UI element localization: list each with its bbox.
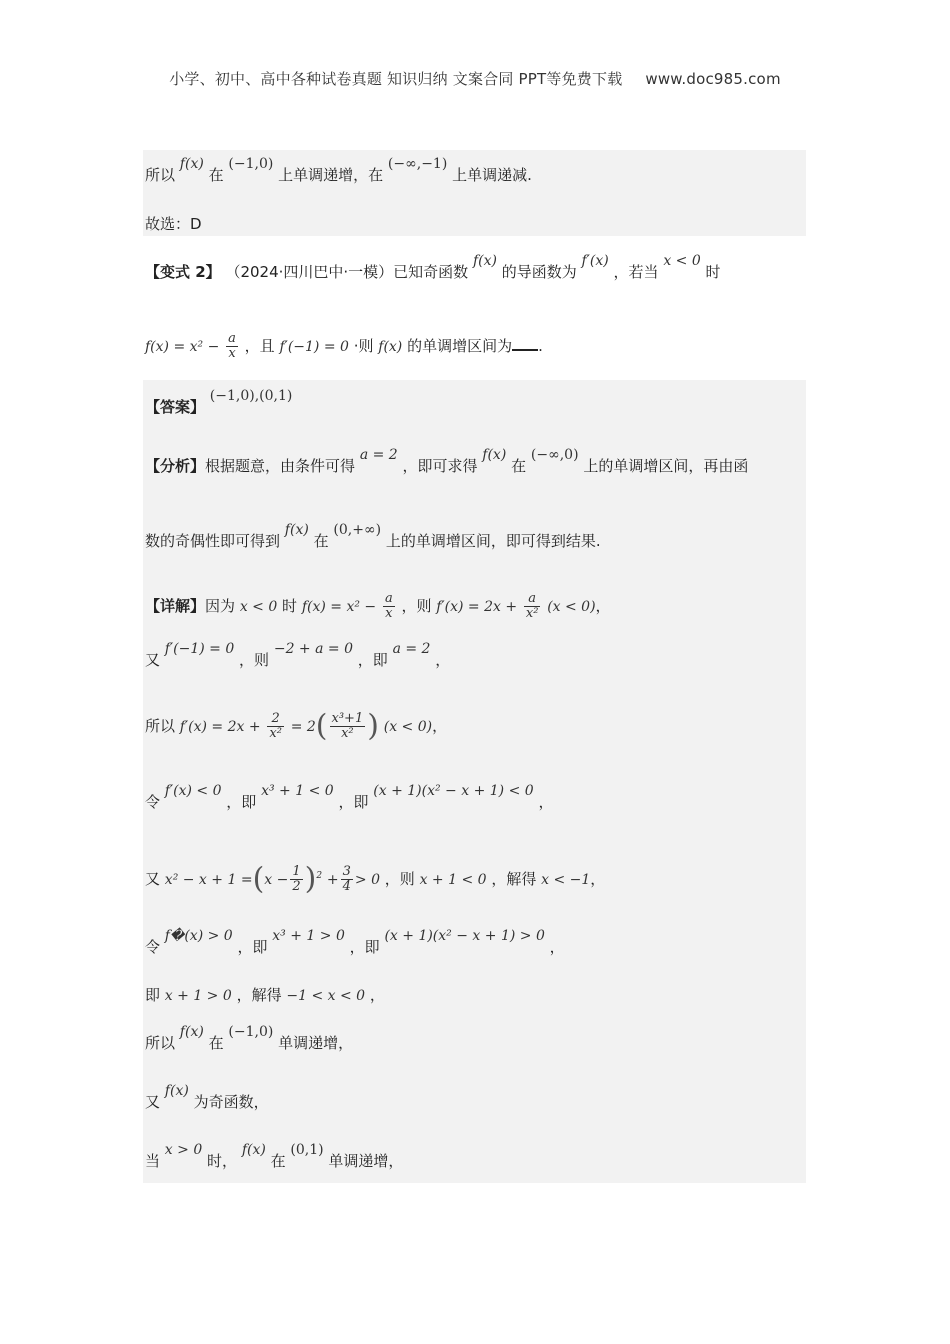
detail-line-5: 又 x² − x + 1 =(x − $\frac{1}{2}$ )$^2$ + $\frac{3}{4}$ > 0 ，则 x + 1 < 0 ，解得 x < −1， bbox=[145, 861, 606, 897]
problem-statement-line-2: f(x) = x² − $\frac{a}{x}$ ，且 f′(−1) = 0 ·则 f(x) 的单调增区间为 . bbox=[145, 331, 543, 361]
solution-block-main bbox=[143, 380, 806, 1183]
detail-line-1: 【详解】因为 x < 0 时 f(x) = x² − $\frac{a}{x}$ ，则 f′(x) = 2x + $\frac{a}{\text{x²}}$ (x < 0)， bbox=[145, 591, 611, 621]
detail-line-6: 令 f�(x) > 0 ，即 x³ + 1 > 0 ，即 (x + 1)(x² − x + 1) > 0 ， bbox=[145, 928, 565, 956]
analysis-line-1: 【分析】根据题意，由条件可得 a = 2 ，即可求得 f(x) 在 (−∞,0) 上的单调增区间，再由函 bbox=[145, 447, 749, 475]
detail-line-4: 令 f′(x) < 0 ，即 x³ + 1 < 0 ，即 (x + 1)(x² − x + 1) < 0 ， bbox=[145, 783, 554, 811]
fraction: $\frac{a}{x}$ bbox=[228, 331, 236, 361]
math-interval: (−∞,−1) bbox=[387, 156, 448, 172]
problem-statement-line-1: 【变式 2】 （2024·四川巴中·一模）已知奇函数 f(x) 的导函数为 f′(x) ，若当 x < 0 时 bbox=[145, 253, 721, 281]
answer-blank bbox=[512, 335, 538, 351]
header-url: www.doc985.com bbox=[645, 70, 781, 88]
detail-line-9: 又 f(x) 为奇函数， bbox=[145, 1083, 269, 1111]
detail-line-3: 所以 f′(x) = 2x + $\frac{2}{\text{x²}}$ = 2( $\frac{\text{x³+1}}{\text{x²}}$ ) (x < 0)， bbox=[145, 708, 448, 744]
detail-tag: 【详解】 bbox=[145, 597, 206, 615]
answer-choice: 故选：D bbox=[145, 215, 202, 233]
math-expr: f(x) bbox=[179, 156, 204, 172]
detail-line-10: 当 x > 0 时， f(x) 在 (0,1) 单调递增， bbox=[145, 1142, 404, 1170]
detail-line-8: 所以 f(x) 在 (−1,0) 单调递增， bbox=[145, 1024, 354, 1052]
answer-tag: 【答案】 bbox=[145, 398, 206, 416]
page-header bbox=[0, 68, 950, 89]
header-text: 小学、初中、高中各种试卷真题 知识归纳 文案合同 PPT等免费下载 bbox=[169, 70, 623, 88]
answer-line bbox=[145, 388, 293, 418]
detail-line-7: 即 x + 1 > 0 ，解得 −1 < x < 0 ， bbox=[145, 986, 385, 1004]
answer-value: (−1,0),(0,1) bbox=[209, 388, 293, 404]
math-interval: (−1,0) bbox=[228, 156, 274, 172]
detail-line-2: 又 f′(−1) = 0 ，则 −2 + a = 0 ，即 a = 2 ， bbox=[145, 641, 451, 669]
analysis-tag: 【分析】 bbox=[145, 457, 206, 475]
analysis-line-2: 数的奇偶性即可得到 f(x) 在 (0,+∞) 上的单调增区间，即可得到结果. bbox=[145, 522, 601, 550]
variant-tag: 【变式 2】 bbox=[145, 263, 221, 281]
solution-line-1: 所以 f(x) 在 (−1,0) 上单调递增，在 (−∞,−1) 上单调递减. bbox=[145, 156, 532, 184]
